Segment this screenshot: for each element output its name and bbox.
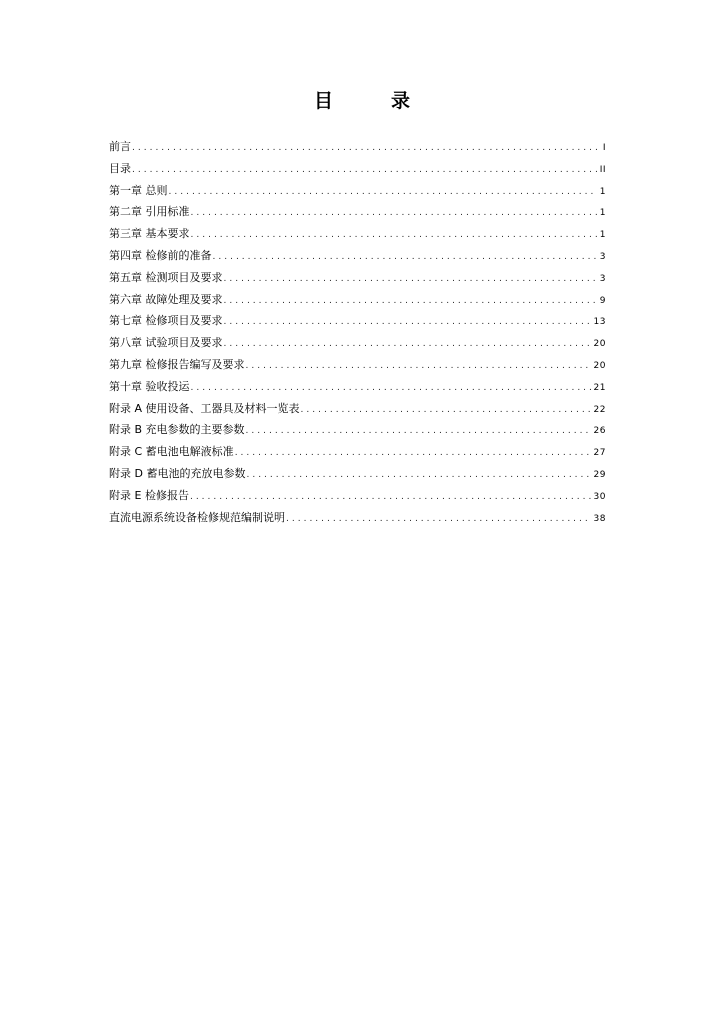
toc-entry-page-number: 22 <box>593 404 606 415</box>
toc-entry-label: 第七章 检修项目及要求 <box>109 314 223 328</box>
toc-entry-page-number: 1 <box>599 230 606 241</box>
toc-entry-label: 直流电源系统设备检修规范编制说明 <box>109 510 285 524</box>
toc-entry[interactable] <box>109 376 606 398</box>
toc-entry-label: 第一章 总则 <box>109 183 168 197</box>
toc-dot-leader <box>191 378 591 400</box>
toc-dot-leader <box>301 400 591 422</box>
toc-entry-label: 附录 B 充电参数的主要参数 <box>109 423 245 437</box>
toc-entry-label: 第五章 检测项目及要求 <box>109 270 223 284</box>
toc-entry[interactable] <box>109 267 606 289</box>
toc-dot-leader <box>224 334 591 356</box>
toc-entry-page-number: 20 <box>593 360 606 371</box>
table-of-contents <box>109 136 606 528</box>
toc-entry-label: 目录 <box>109 161 131 175</box>
toc-entry-page-number: II <box>599 164 606 175</box>
toc-entry[interactable] <box>109 463 606 485</box>
toc-entry[interactable] <box>109 136 606 158</box>
toc-dot-leader <box>235 443 591 465</box>
toc-entry-label: 附录 A 使用设备、工器具及材料一览表 <box>109 401 300 415</box>
toc-entry-page-number: 27 <box>593 448 606 459</box>
toc-entry-label: 第六章 故障处理及要求 <box>109 292 223 306</box>
toc-entry-label: 第二章 引用标准 <box>109 205 190 219</box>
toc-entry-label: 第四章 检修前的准备 <box>109 248 212 262</box>
toc-entry[interactable] <box>109 419 606 441</box>
toc-dot-leader <box>191 225 597 247</box>
page-title <box>0 86 724 113</box>
toc-entry-label: 第三章 基本要求 <box>109 227 190 241</box>
toc-entry[interactable] <box>109 398 606 420</box>
toc-entry[interactable] <box>109 441 606 463</box>
toc-entry[interactable] <box>109 245 606 267</box>
toc-entry-label: 附录 D 蓄电池的充放电参数 <box>109 466 246 480</box>
toc-entry[interactable] <box>109 485 606 507</box>
toc-entry-label: 附录 C 蓄电池电解液标准 <box>109 445 234 459</box>
toc-entry-page-number: 30 <box>593 491 606 502</box>
toc-entry-page-number: 3 <box>599 251 606 262</box>
toc-dot-leader <box>246 421 591 443</box>
toc-entry-page-number: 20 <box>593 339 606 350</box>
toc-entry-page-number: 26 <box>593 426 606 437</box>
toc-entry[interactable] <box>109 158 606 180</box>
toc-dot-leader <box>246 465 590 487</box>
toc-entry[interactable] <box>109 332 606 354</box>
toc-entry-page-number: I <box>602 143 606 153</box>
toc-entry[interactable] <box>109 354 606 376</box>
toc-entry-label: 第九章 检修报告编写及要求 <box>109 357 245 371</box>
toc-entry-label: 前言 <box>109 140 131 153</box>
toc-dot-leader <box>224 312 591 334</box>
toc-dot-leader <box>191 203 597 225</box>
toc-dot-leader <box>169 182 597 204</box>
toc-entry[interactable] <box>109 223 606 245</box>
toc-entry-page-number: 29 <box>593 469 606 480</box>
toc-entry[interactable] <box>109 180 606 202</box>
toc-entry-label: 第十章 验收投运 <box>109 379 190 393</box>
toc-entry-page-number: 21 <box>593 382 606 393</box>
toc-dot-leader <box>246 356 591 378</box>
toc-dot-leader <box>190 487 591 509</box>
toc-entry-page-number: 3 <box>599 273 606 284</box>
toc-entry-label: 第八章 试验项目及要求 <box>109 336 223 350</box>
toc-entry[interactable] <box>109 289 606 311</box>
toc-entry-page-number: 1 <box>599 186 606 197</box>
toc-entry[interactable] <box>109 310 606 332</box>
toc-dot-leader <box>213 247 597 269</box>
toc-dot-leader <box>286 509 591 531</box>
title-char-left: 目 <box>313 90 333 112</box>
toc-dot-leader <box>132 138 597 160</box>
toc-entry-page-number: 1 <box>599 208 606 219</box>
toc-dot-leader <box>224 269 597 291</box>
toc-entry[interactable] <box>109 201 606 223</box>
toc-entry-page-number: 38 <box>593 513 606 524</box>
title-char-right: 录 <box>391 90 411 112</box>
toc-dot-leader <box>224 291 597 313</box>
toc-entry[interactable] <box>109 507 606 529</box>
toc-entry-page-number: 13 <box>593 317 606 328</box>
toc-entry-page-number: 9 <box>599 295 606 306</box>
toc-dot-leader <box>132 160 597 182</box>
toc-entry-label: 附录 E 检修报告 <box>109 488 189 502</box>
